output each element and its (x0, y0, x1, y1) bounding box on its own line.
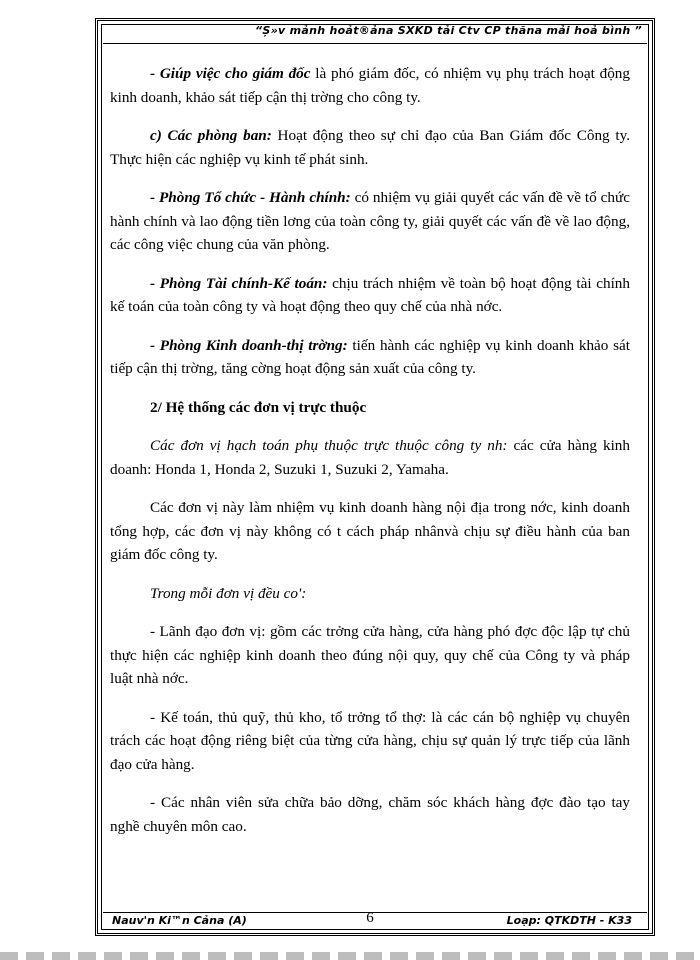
paragraph-each-unit: Trong mỗi đơn vị đều co': (150, 584, 307, 602)
paragraph-text: tiến hành các nghiệp vụ kinh doanh khảo sát tiếp cận thị trờng, tăng cờng hoạt động sản xuất của công ty. (110, 336, 630, 377)
paragraph-admin-dept (110, 186, 630, 257)
paragraph-finance-dept (110, 272, 630, 319)
paragraph-units-description: Các đơn vị này làm nhiệm vụ kinh doanh hàng nội địa trong nớc, kinh doanh tổng hợp, các đơn vị này không có t cách pháp nhânvà chịu sự điều hành của ban giám đốc công ty. (110, 499, 630, 563)
paragraph-lead: - Phòng Tổ chức - Hành chính: (150, 189, 351, 206)
paragraph-lead: Các đơn vị hạch toán phụ thuộc trực thuộc công ty nh: (150, 437, 508, 454)
header-rule (103, 43, 647, 44)
section-heading: 2/ Hệ thống các đơn vị trực thuộc (150, 398, 367, 416)
bottom-dashed-border (0, 952, 700, 960)
paragraph-deputy-director (110, 62, 630, 109)
paragraph-text: Hoạt động theo sự chỉ đạo của Ban Giám đốc Công ty. Thực hiện các nghiệp vụ kinh tế phát sinh. (110, 127, 630, 168)
paragraph-text: các cửa hàng kinh doanh: Honda 1, Honda 2, Suzuki 1, Suzuki 2, Yamaha. (110, 437, 630, 478)
paragraph-departments (110, 124, 630, 171)
paragraph-text: chịu trách nhiệm về toàn bộ hoạt động tài chính kế toán của toàn công ty và hoạt động theo quy chế của nhà nớc. (110, 274, 630, 315)
paragraph-lead: - Giúp việc cho giám đốc (150, 65, 311, 82)
running-header: “Ș»v mảnh hoảt®ảna SXKD tải Ctv CP thăna mải hoả bình ” (254, 24, 642, 37)
list-item: - Các nhân viên sửa chữa bảo dỡng, chăm sóc khách hàng đợc đào tạo tay nghề chuyên môn cao. (110, 794, 630, 835)
page-number: 6 (366, 910, 374, 926)
list-item: - Lãnh đạo đơn vị: gồm các trởng cửa hàng, cửa hàng phó đợc độc lập tự chủ thực hiện các nghiệp kinh doanh theo đúng nội quy, quy chế của Công ty và pháp luật nhà nớc. (110, 623, 630, 687)
paragraph-sales-dept (110, 334, 630, 381)
footer-class: Loạp: QTKDTH - K33 (506, 914, 632, 927)
paragraph-text: là phó giám đốc, có nhiệm vụ phụ trách hoạt động kinh doanh, khảo sát tiếp cận thị trờng cho công ty. (110, 65, 630, 106)
paragraph-units (110, 434, 630, 481)
footer-author: Nauv'n Ki™n Cảna (A) (112, 914, 247, 927)
paragraph-lead: - Phòng Kinh doanh-thị trờng: (150, 336, 348, 354)
paragraph-lead: c) Các phòng ban: (150, 127, 272, 144)
list-item: - Kế toán, thủ quỹ, thủ kho, tổ trởng tổ thợ: là các cán bộ nghiệp vụ chuyên trách các hoạt động riêng biệt của từng cửa hàng, chịu sự quản lý trực tiếp của lãnh đạo cửa hàng. (110, 708, 630, 773)
paragraph-lead: - Phòng Tài chính-Kế toán: (150, 274, 328, 292)
document-body (110, 62, 630, 853)
paragraph-text: có nhiệm vụ giải quyết các vấn đề về tổ chức hành chính và lao động tiền lơng của toàn công ty, giải quyết các vấn đề về lao động, các công việc chung của văn phòng. (110, 189, 630, 253)
